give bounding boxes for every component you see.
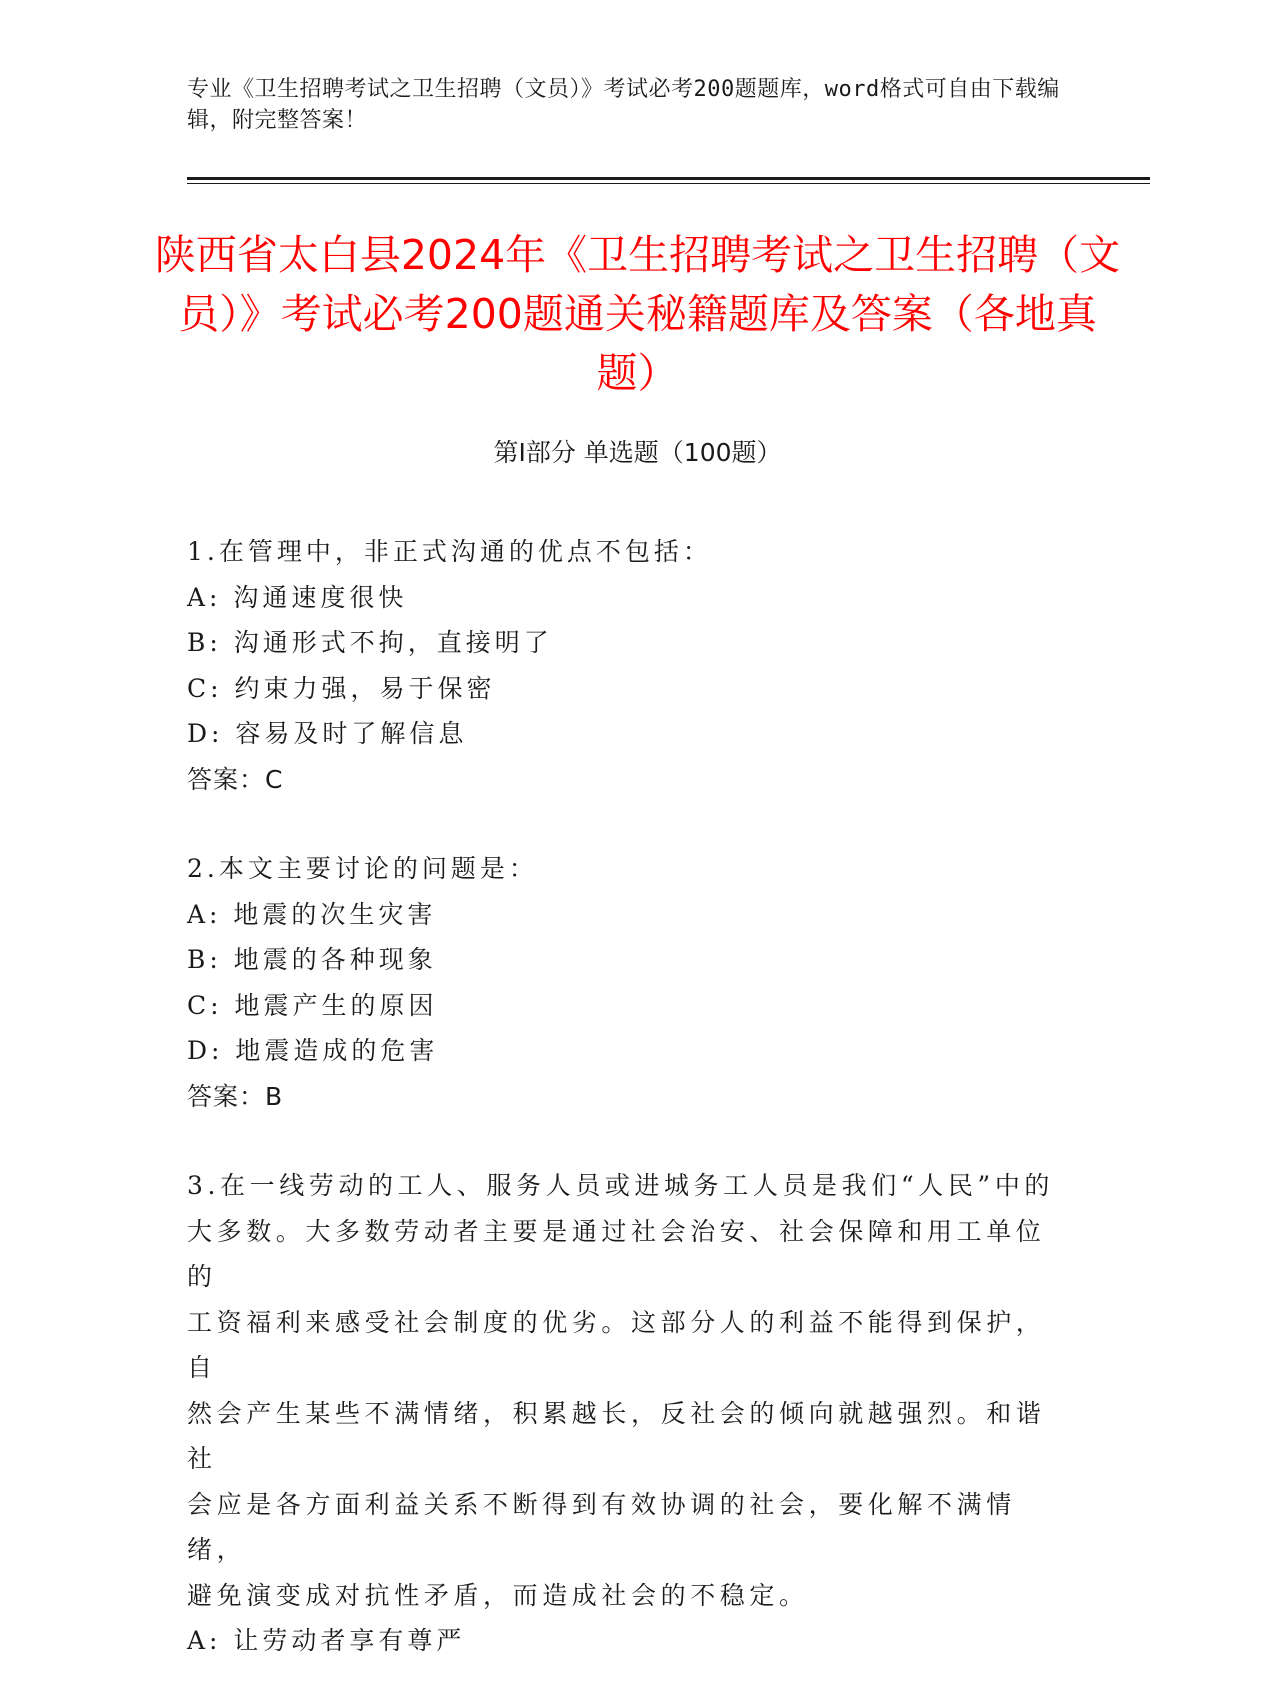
question-stem-line: 工资福利来感受社会制度的优劣。这部分人的利益不能得到保护，自 <box>187 1307 1046 1382</box>
option-c: C: 约束力强，易于保密 <box>187 673 496 703</box>
option-a: A: 地震的次生灾害 <box>187 899 437 929</box>
header-note: 专业《卫生招聘考试之卫生招聘（文员）》考试必考200题题库，word格式可自由下载编辑，附完整答案！ <box>187 77 1060 133</box>
option-d: D: 容易及时了解信息 <box>187 719 468 748</box>
question-3 <box>187 1163 1057 1664</box>
header-divider <box>187 177 1150 180</box>
question-stem-line: 避免演变成对抗性矛盾，而造成社会的不稳定。 <box>187 1580 809 1610</box>
question-2 <box>187 846 1057 1119</box>
option-b: B: 沟通形式不拘，直接明了 <box>187 628 553 657</box>
option-a: A: 沟通速度很快 <box>187 582 408 612</box>
question-1 <box>187 529 1057 802</box>
question-stem-line: 3.在一线劳动的工人、服务人员或进城务工人员是我们“人民”中的 <box>187 1171 1055 1200</box>
header-divider-thin <box>187 183 1150 184</box>
option-b: B: 地震的各种现象 <box>187 945 437 974</box>
question-stem-line: 会应是各方面利益关系不断得到有效协调的社会，要化解不满情绪， <box>187 1489 1016 1564</box>
question-list <box>187 529 1057 1708</box>
question-stem-line: 然会产生某些不满情绪，积累越长，反社会的倾向就越强烈。和谐社 <box>187 1398 1046 1473</box>
option-a: A: 让劳动者享有尊严 <box>187 1626 466 1655</box>
question-stem: 2.本文主要讨论的问题是： <box>187 854 538 883</box>
answer: 答案：B <box>187 1081 284 1111</box>
document-title: 陕西省太白县2024年《卫生招聘考试之卫生招聘（文员）》考试必考200题通关秘籍题库及答案（各地真题） <box>154 231 1121 397</box>
option-d: D: 地震造成的危害 <box>187 1036 439 1065</box>
answer: 答案：C <box>187 764 284 794</box>
section-heading: 第Ⅰ部分 单选题（100题） <box>493 438 782 467</box>
option-c: C: 地震产生的原因 <box>187 990 438 1020</box>
question-stem: 1.在管理中，非正式沟通的优点不包括： <box>187 537 712 566</box>
question-stem-line: 大多数。大多数劳动者主要是通过社会治安、社会保障和用工单位的 <box>187 1216 1046 1291</box>
